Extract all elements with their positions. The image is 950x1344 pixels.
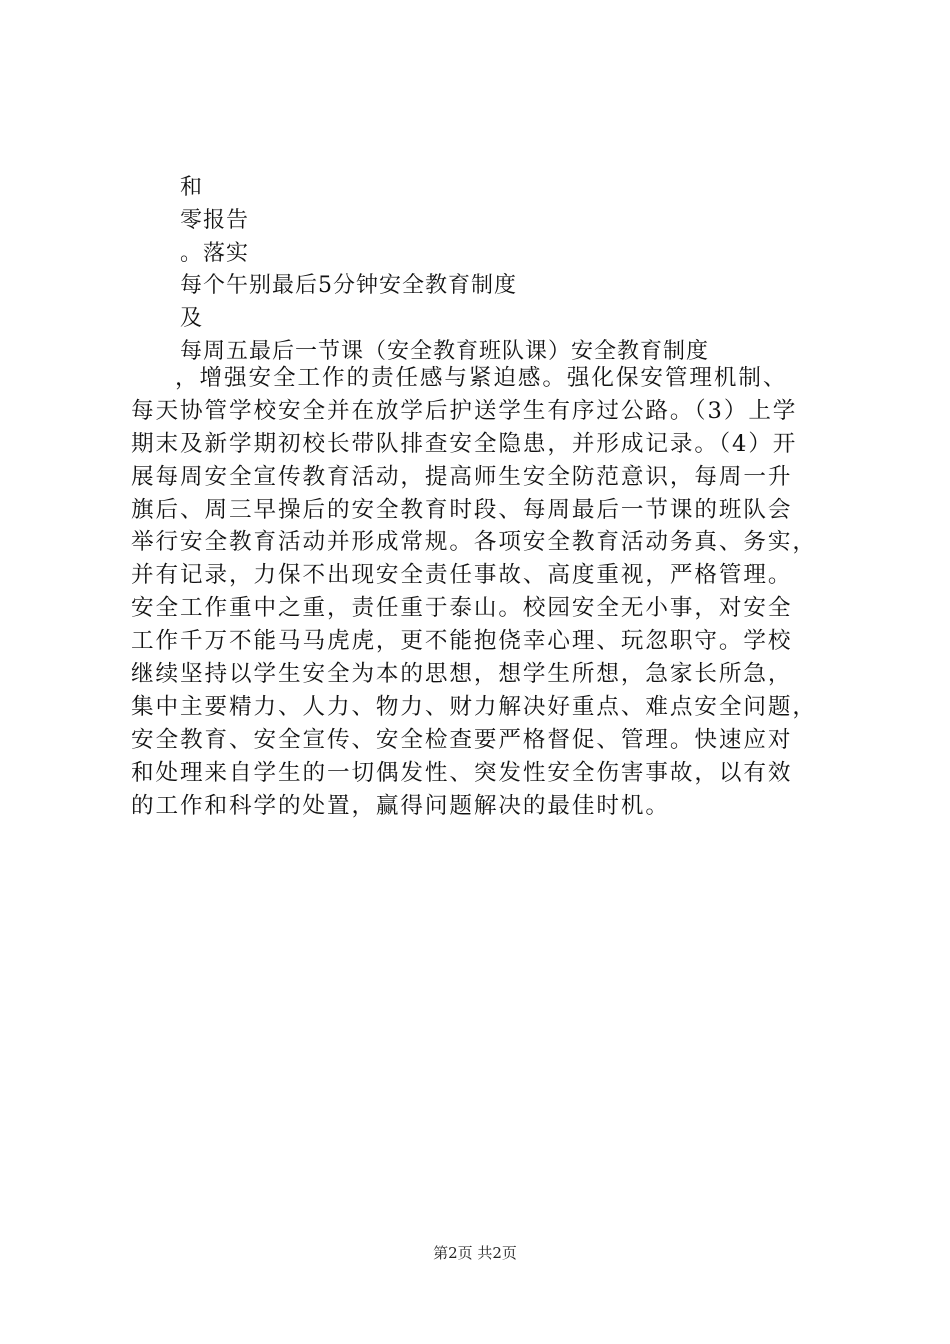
text-line: 及 — [180, 306, 204, 332]
text-line: 举行安全教育活动并形成常规。各项安全教育活动务真、务实， — [131, 529, 817, 556]
text-line: 和处理来自学生的一切偶发性、突发性安全伤害事故，以有效 — [131, 759, 793, 786]
text-line: 继续坚持以学生安全为本的思想，想学生所想，急家长所急， — [131, 661, 793, 688]
text-line: 期末及新学期初校长带队排查安全隐患，并形成记录。（4）开 — [131, 430, 798, 457]
text-line: 集中主要精力、人力、物力、财力解决好重点、难点安全问题， — [131, 693, 817, 720]
text-line: 零报告 — [180, 207, 250, 233]
text-line: 的工作和科学的处置，赢得问题解决的最佳时机。 — [131, 792, 670, 819]
text-line: 和 — [180, 175, 204, 200]
text-line: 。落实 — [180, 240, 250, 266]
text-line: 安全工作重中之重，责任重于泰山。校园安全无小事，对安全 — [131, 595, 793, 622]
text-line: 展每周安全宣传教育活动，提高师生安全防范意识，每周一升 — [131, 463, 793, 490]
page-footer: 第2页 共2页 — [433, 1244, 517, 1262]
text-line: ，增强安全工作的责任感与紧迫感。强化保安管理机制、 — [175, 365, 788, 391]
body-paragraph — [131, 362, 851, 822]
text-line: 每周五最后一节课（安全教育班队课）安全教育制度 — [180, 338, 710, 364]
fragment-lines — [180, 172, 880, 369]
text-line: 并有记录，力保不出现安全责任事故、高度重视，严格管理。 — [131, 562, 793, 589]
text-line: 旗后、周三早操后的安全教育时段、每周最后一节课的班队会 — [131, 496, 793, 523]
text-line: 工作千万不能马马虎虎，更不能抱侥幸心理、玩忽职守。学校 — [131, 628, 793, 655]
text-line: 每天协管学校安全并在放学后护送学生有序过公路。（3）上学 — [131, 397, 798, 424]
text-line: 安全教育、安全宣传、安全检查要严格督促、管理。快速应对 — [131, 726, 793, 753]
text-line: 每个午别最后5分钟安全教育制度 — [180, 273, 517, 299]
